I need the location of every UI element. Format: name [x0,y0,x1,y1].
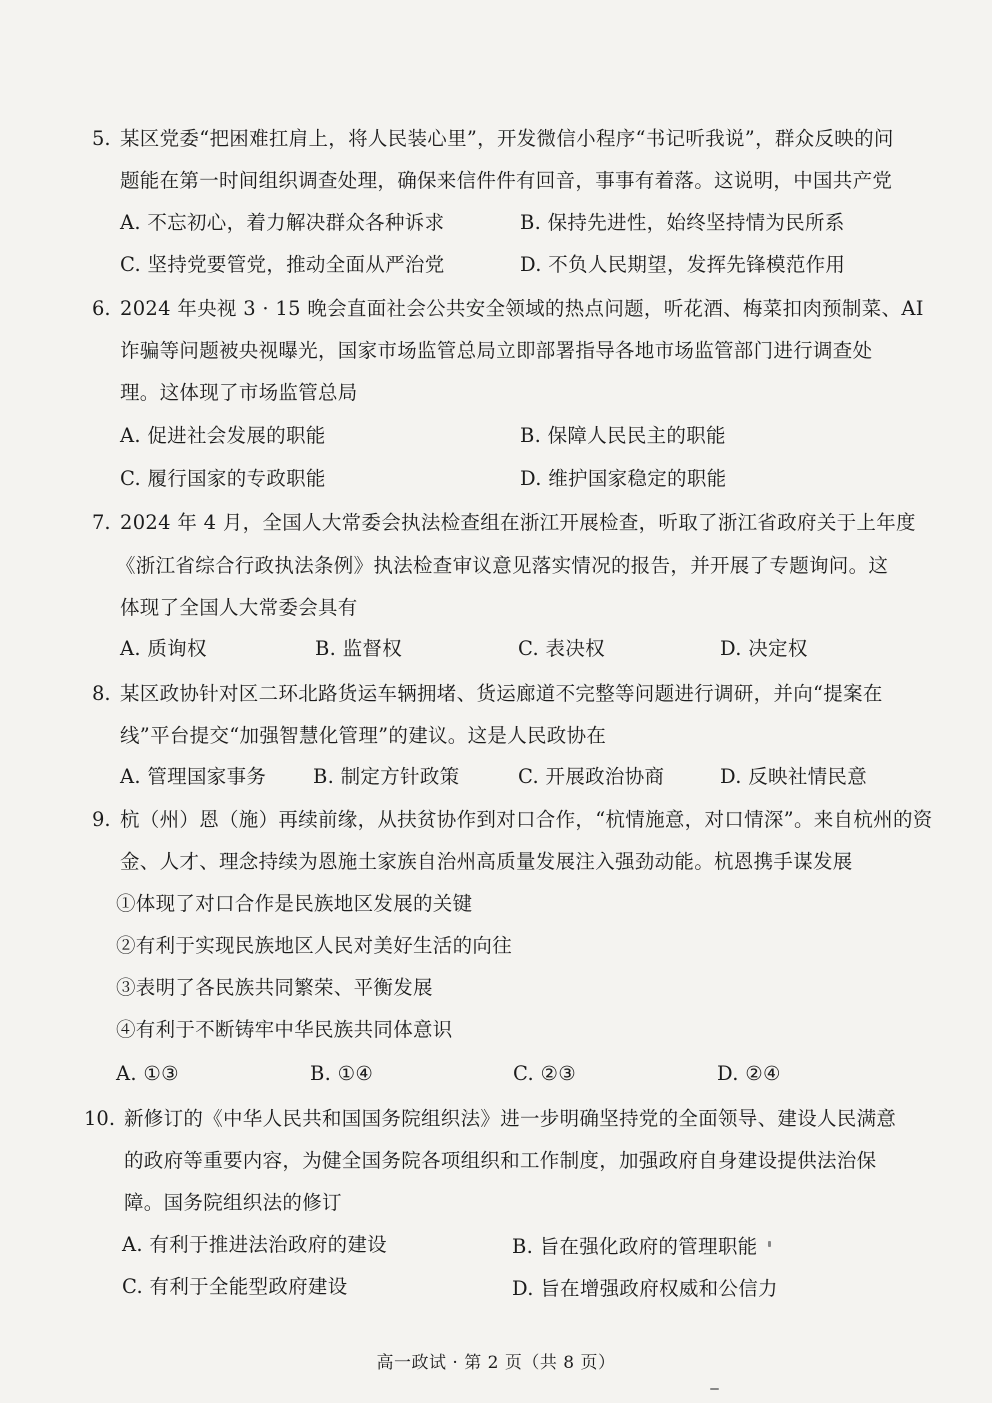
question-7-stem-line-1: 2024 年 4 月，全国人大常委会执法检查组在浙江开展检查，听取了浙江省政府关于上年度 [120,511,916,534]
question-7-option-d: D. 决定权 [720,637,808,660]
question-7-number: 7. [92,511,111,534]
question-8-option-d: D. 反映社情民意 [720,765,868,788]
question-9-number: 9. [92,808,111,831]
question-9-statement-3: ③表明了各民族共同繁荣、平衡发展 [116,976,433,999]
question-10-stem-line-3: 障。国务院组织法的修订 [124,1191,342,1214]
question-10-stem-line-2: 的政府等重要内容，为健全国务院各项组织和工作制度，加强政府自身建设提供法治保 [124,1149,877,1172]
question-6-option-a: A. 促进社会发展的职能 [120,424,326,447]
question-5-option-d: D. 不负人民期望，发挥先锋模范作用 [520,253,846,276]
question-10-option-a: A. 有利于推进法治政府的建设 [122,1233,387,1256]
question-6-option-d: D. 维护国家稳定的职能 [520,467,727,490]
question-6-option-c: C. 履行国家的专政职能 [120,467,326,490]
question-9-stem-line-2: 金、人才、理念持续为恩施土家族自治州高质量发展注入强劲动能。杭恩携手谋发展 [120,850,853,873]
question-9-option-a: A. ①③ [116,1062,179,1085]
question-6-stem-line-1: 2024 年央视 3 · 15 晚会直面社会公共安全领域的热点问题，听花酒、梅菜扣肉预制菜、AI [120,297,924,320]
question-10-option-c: C. 有利于全能型政府建设 [122,1275,348,1298]
question-9-option-c: C. ②③ [513,1062,577,1085]
question-6-stem-line-2: 诈骗等问题被央视曝光，国家市场监管总局立即部署指导各地市场监管部门进行调查处 [120,339,873,362]
question-10-stem-line-1: 新修订的《中华人民共和国国务院组织法》进一步明确坚持党的全面领导、建设人民满意 [124,1107,897,1130]
question-8-option-c: C. 开展政治协商 [518,765,665,788]
question-7-option-c: C. 表决权 [518,637,605,660]
scan-speck [710,1388,719,1390]
question-7-option-b: B. 监督权 [315,637,403,660]
question-5-option-a: A. 不忘初心，着力解决群众各种诉求 [120,211,445,234]
question-10-number: 10. [84,1107,116,1130]
question-6-stem-line-3: 理。这体现了市场监管总局 [120,381,358,404]
question-10-option-b: B. 旨在强化政府的管理职能 [512,1235,758,1258]
question-5-stem-line-1: 某区党委“把困难扛肩上，将人民装心里”，开发微信小程序“书记听我说”，群众反映的问 [120,127,894,150]
question-9-option-d: D. ②④ [717,1062,781,1085]
question-8-stem-line-1: 某区政协针对区二环北路货运车辆拥堵、货运廊道不完整等问题进行调研，并向“提案在 [120,682,883,705]
question-8-option-b: B. 制定方针政策 [313,765,460,788]
question-9-option-b: B. ①④ [310,1062,374,1085]
question-5-number: 5. [92,127,111,150]
question-9-statement-1: ①体现了对口合作是民族地区发展的关键 [116,892,473,915]
question-7-stem-line-3: 体现了全国人大常委会具有 [120,596,358,619]
question-10-option-d: D. 旨在增强政府权威和公信力 [512,1277,778,1300]
question-8-option-a: A. 管理国家事务 [120,765,267,788]
question-9-statement-2: ②有利于实现民族地区人民对美好生活的向往 [116,934,513,957]
scan-speck [768,1241,771,1247]
page-footer: 高一政试 · 第 2 页（共 8 页） [376,1353,616,1373]
question-6-option-b: B. 保障人民民主的职能 [520,424,726,447]
question-6-number: 6. [92,297,111,320]
question-7-stem-line-2: 《浙江省综合行政执法条例》执法检查审议意见落实情况的报告，并开展了专题询问。这 [116,554,889,577]
question-9-statement-4: ④有利于不断铸牢中华民族共同体意识 [116,1018,453,1041]
question-9-stem-line-1: 杭（州）恩（施）再续前缘，从扶贫协作到对口合作，“杭情施意，对口情深”。来自杭州的资 [120,808,933,831]
question-5-stem-line-2: 题能在第一时间组织调查处理，确保来信件件有回音，事事有着落。这说明，中国共产党 [120,169,893,192]
question-8-number: 8. [92,682,111,705]
question-5-option-b: B. 保持先进性，始终坚持情为民所系 [520,211,845,234]
question-5-option-c: C. 坚持党要管党，推动全面从严治党 [120,253,445,276]
question-8-stem-line-2: 线”平台提交“加强智慧化管理”的建议。这是人民政协在 [120,724,607,747]
question-7-option-a: A. 质询权 [120,637,207,660]
